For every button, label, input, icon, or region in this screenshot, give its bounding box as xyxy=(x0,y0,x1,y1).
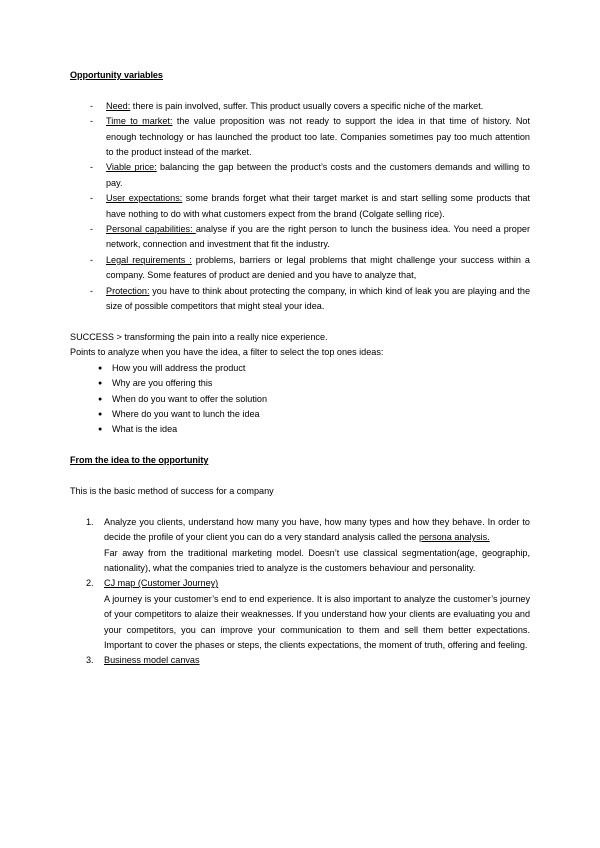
section-intro: This is the basic method of success for a company xyxy=(70,485,274,496)
list-item-term: persona analysis. xyxy=(418,532,490,543)
list-item-body: some brands forget what their target market is and start selling some products that have nothing to do with what customers expect from the brand (Colgate selling rice). xyxy=(106,193,531,219)
dash-marker: - xyxy=(90,254,94,265)
list-item-sub-paragraph: Far away from the traditional marketing model. Doesn’t use classical segmentation(age, geographip, nationality), what the companies tried to analyze is the customers behaviour and personality. xyxy=(104,547,530,573)
list-item-body: analyse if you are the right person to lunch the business idea. You need a proper network, connection and investment that fit the industry. xyxy=(106,224,530,250)
list-item xyxy=(70,653,530,668)
list-item xyxy=(70,515,530,577)
list-item-label: Why are you offering this xyxy=(112,378,213,389)
list-item-title: CJ map (Customer Journey) xyxy=(104,578,219,589)
bullet-icon: ● xyxy=(98,410,103,418)
list-number: 1. xyxy=(86,516,94,527)
list-item-term: User expectations: xyxy=(106,193,183,204)
list-item xyxy=(70,160,530,191)
spacer xyxy=(70,314,530,329)
list-item-label: How you will address the product xyxy=(112,362,246,373)
list-item xyxy=(70,191,530,222)
list-item xyxy=(70,376,530,391)
dash-marker: - xyxy=(90,162,94,173)
dash-marker: - xyxy=(90,100,94,111)
list-number: 3. xyxy=(86,655,94,666)
analysis-points-list xyxy=(70,361,530,438)
list-item-body: balancing the gap between the product’s costs and the customers demands and willing to pay. xyxy=(106,162,530,188)
dash-marker: - xyxy=(90,285,94,296)
spacer xyxy=(70,469,530,484)
list-item-label: When do you want to offer the solution xyxy=(112,393,268,404)
list-item xyxy=(70,422,530,437)
section-heading-opportunity: From the idea to the opportunity xyxy=(70,455,209,466)
document-body xyxy=(70,68,530,669)
list-item-label: What is the idea xyxy=(112,424,178,435)
list-item-term: Time to market: xyxy=(106,116,173,127)
spacer xyxy=(70,83,530,98)
list-item xyxy=(70,222,530,253)
spacer xyxy=(70,499,530,514)
list-item-body: there is pain involved, suffer. This product usually covers a specific niche of the market. xyxy=(130,100,484,111)
list-item-body: the value proposition was not ready to support the idea in that time of history. Not enough technology or has launched the product too late. Companies sometimes pay too much attention to the product instead of the market. xyxy=(106,116,530,158)
list-item-body: Analyze you clients, understand how many you have, how many types and how they behave. In order to decide the profile of your client you can do a very standard analysis called the xyxy=(104,516,530,543)
list-item-term: Legal requirements : xyxy=(106,254,192,265)
opportunity-variables-list xyxy=(70,99,530,315)
bullet-icon: ● xyxy=(98,395,103,403)
list-item-sub-paragraph: A journey is your customer’s end to end experience. It is also important to analyze the customer’s journey of your competitors to alaize their weaknesses. If you understand how your clients are evaluating you and your competitors, you can improve your communication to them and sell them better expectations. Important to cover the phases or steps, the clients expectations, the moment of truth, offering and feeling. xyxy=(104,593,530,650)
page-title: Opportunity variables xyxy=(70,70,163,80)
points-intro: Points to analyze when you have the idea, a filter to select the top ones ideas: xyxy=(70,347,384,358)
list-item-term: Protection: xyxy=(106,285,150,296)
list-item-body: you have to think about protecting the company, in which kind of leak you are playing and the size of possible competitors that might steal your idea. xyxy=(106,285,530,312)
dash-marker: - xyxy=(90,116,94,127)
list-number: 2. xyxy=(86,578,94,589)
bullet-icon: ● xyxy=(98,426,103,434)
list-item xyxy=(70,407,530,422)
list-item-title: Business model canvas xyxy=(104,655,200,666)
list-item xyxy=(70,392,530,407)
list-item xyxy=(70,576,530,653)
dash-marker: - xyxy=(90,193,94,204)
list-item-term: Viable price: xyxy=(106,162,157,173)
list-item xyxy=(70,114,530,160)
list-item xyxy=(70,99,530,114)
bullet-icon: ● xyxy=(98,364,103,372)
success-statement: SUCCESS > transforming the pain into a really nice experience. xyxy=(70,331,328,342)
list-item-term: Personal capabilities: xyxy=(106,224,196,235)
list-item-label: Where do you want to lunch the idea xyxy=(112,408,260,419)
list-item xyxy=(70,284,530,315)
list-item xyxy=(70,361,530,376)
list-item xyxy=(70,253,530,284)
list-item-body: problems, barriers or legal problems that might challenge your success within a company. Some features of product are denied and you have to analyze that, xyxy=(106,254,530,281)
method-steps-list xyxy=(70,515,530,669)
spacer xyxy=(70,438,530,453)
list-item-term: Need: xyxy=(106,100,131,111)
bullet-icon: ● xyxy=(98,380,103,388)
dash-marker: - xyxy=(90,224,94,235)
